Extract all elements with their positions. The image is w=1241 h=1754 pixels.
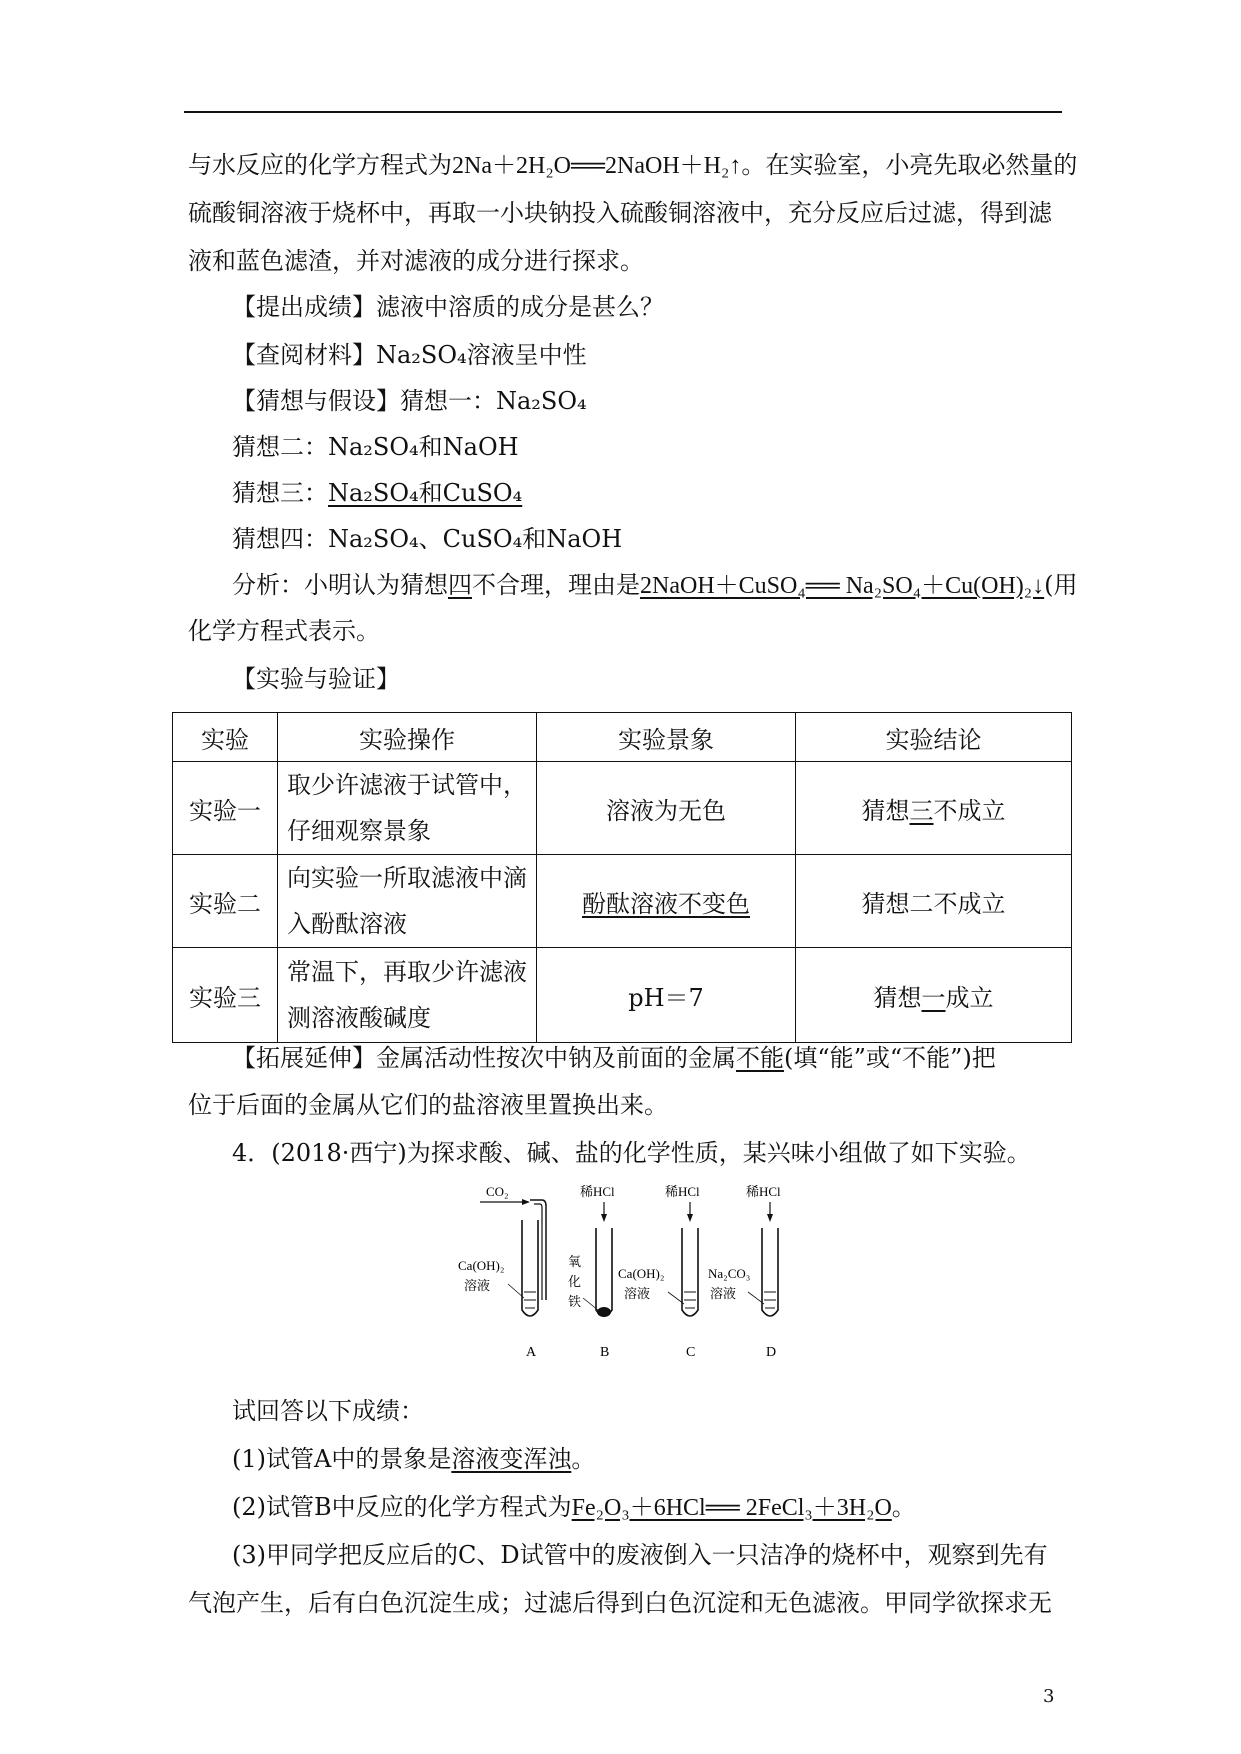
intro-line-3: 液和蓝色滤渣，并对滤液的成分进行探求。 <box>188 247 644 275</box>
header-experiment: 实验 <box>173 713 278 762</box>
row-name: 实验三 <box>173 948 278 1043</box>
reagent-b-line-3: 铁 <box>568 1294 582 1309</box>
test-tube-figure <box>450 1180 850 1360</box>
table-row <box>173 855 1072 948</box>
conclusion-text-2: 不成立 <box>933 796 1006 825</box>
tube-label-a: A <box>526 1345 537 1360</box>
guess-2: 猜想二：Na₂SO₄和NaOH <box>232 433 519 461</box>
extension-text: 【拓展延伸】金属活动性按次中钠及前面的金属 <box>232 1044 736 1072</box>
answer-2-end: 。 <box>891 1493 916 1521</box>
reagent-d-line-2: 溶液 <box>710 1286 737 1301</box>
operation-line-1: 常温下，再取少许滤液 <box>287 958 527 986</box>
answer-3-line-1: (3)甲同学把反应后的C、D试管中的废液倒入一只洁净的烧杯中，观察到先有 <box>232 1541 1048 1569</box>
intro-line-2: 硫酸铜溶液于烧杯中，再取一小块钠投入硫酸铜溶液中，充分反应后过滤，得到滤 <box>188 199 1052 227</box>
page-number: 3 <box>1043 1686 1055 1707</box>
answers-intro: 试回答以下成绩： <box>232 1397 424 1425</box>
reagent-d-line-1: Na₂CO₃ <box>708 1266 751 1281</box>
reagent-a-line-1: Ca(OH)₂ <box>458 1258 505 1273</box>
reagent-b-line-1: 氧 <box>568 1254 582 1269</box>
row-phenomenon: pH＝7 <box>537 948 796 1043</box>
answer-2 <box>232 1492 916 1523</box>
phenomenon-blank: 酚酞溶液不变色 <box>582 889 750 918</box>
operation-line-2: 仔细观察景象 <box>287 817 431 845</box>
tube-d <box>762 1228 778 1316</box>
row-operation <box>278 948 537 1043</box>
conclusion-blank: 三 <box>909 796 934 825</box>
analysis-text-2: 不合理，理由是 <box>472 571 640 599</box>
acid-label-c: 稀HCl <box>665 1184 700 1199</box>
header-conclusion: 实验结论 <box>796 713 1072 762</box>
tube-a <box>522 1220 538 1316</box>
conclusion-text: 猜想 <box>873 983 922 1012</box>
row-name: 实验二 <box>173 855 278 948</box>
extension-text-2: (填“能”或“不能”)把 <box>784 1044 996 1072</box>
answer-2-equation: Fe₂O₃＋6HCl══ 2FeCl₃＋3H₂O <box>571 1495 892 1521</box>
intro-text: 与水反应的化学方程式为 <box>188 151 452 179</box>
row-name: 实验一 <box>173 762 278 855</box>
analysis-line-1 <box>232 570 1078 601</box>
header-operation: 实验操作 <box>278 713 537 762</box>
question-4: 4．(2018·西宁)为探求酸、碱、盐的化学性质，某兴味小组做了如下实验。 <box>232 1139 1031 1167</box>
reagent-a-line-2: 溶液 <box>464 1278 491 1293</box>
tube-c <box>682 1228 698 1316</box>
row-operation <box>278 855 537 948</box>
operation-line-2: 入酚酞溶液 <box>287 910 407 938</box>
tube-label-d: D <box>766 1345 777 1360</box>
row-conclusion: 猜想二不成立 <box>796 855 1072 948</box>
material-line: 【查阅材料】Na₂SO₄溶液呈中性 <box>232 341 587 369</box>
extension-line-2: 位于后面的金属从它们的盐溶液里置换出来。 <box>188 1091 668 1119</box>
answer-3-line-2: 气泡产生，后有白色沉淀生成；过滤后得到白色沉淀和无色滤液。甲同学欲探求无 <box>188 1589 1052 1617</box>
table-row <box>173 948 1072 1043</box>
row-conclusion <box>796 762 1072 855</box>
guess-4: 猜想四：Na₂SO₄、CuSO₄和NaOH <box>232 525 623 553</box>
guess-3-answer: Na₂SO₄和CuSO₄ <box>328 479 523 507</box>
question-line: 【提出成绩】滤液中溶质的成分是甚么？ <box>232 293 664 321</box>
operation-line-1: 取少许滤液于试管中， <box>287 771 527 799</box>
answer-1-end: 。 <box>571 1445 596 1473</box>
row-phenomenon: 溶液为无色 <box>537 762 796 855</box>
extension-line-1 <box>232 1043 996 1073</box>
analysis-blank: 四 <box>448 571 472 599</box>
acid-label-d: 稀HCl <box>746 1184 781 1199</box>
header-phenomenon: 实验景象 <box>537 713 796 762</box>
table-header-row <box>173 713 1072 762</box>
analysis-text: 分析：小明认为猜想 <box>232 571 448 599</box>
reagent-c-line-2: 溶液 <box>624 1286 651 1301</box>
row-operation <box>278 762 537 855</box>
operation-line-1: 向实验一所取滤液中滴 <box>287 864 527 892</box>
analysis-line-2: 化学方程式表示。 <box>188 617 380 645</box>
tube-label-c: C <box>686 1345 696 1360</box>
answer-1-text: (1)试管A中的景象是 <box>232 1445 452 1473</box>
reagent-b-line-2: 化 <box>568 1274 582 1289</box>
analysis-text-3: (用 <box>1044 571 1078 599</box>
sodium-water-equation: 2Na＋2H₂O══2NaOH＋H₂↑ <box>452 153 742 179</box>
analysis-equation: 2NaOH＋CuSO₄══ Na₂SO₄＋Cu(OH)₂↓ <box>640 573 1045 599</box>
co2-label: CO₂ <box>486 1184 509 1199</box>
conclusion-text: 猜想 <box>861 796 910 825</box>
intro-text-2: 。在实验室，小亮先取必然量的 <box>741 151 1078 179</box>
answer-1-blank: 溶液变浑浊 <box>451 1445 572 1473</box>
tube-b <box>596 1228 612 1316</box>
header-rule <box>184 111 1062 113</box>
operation-line-2: 测溶液酸碱度 <box>287 1004 431 1032</box>
extension-blank: 不能 <box>736 1044 784 1072</box>
conclusion-text-2: 成立 <box>945 983 994 1012</box>
acid-label-b: 稀HCl <box>580 1184 615 1199</box>
intro-line-1 <box>188 150 1077 181</box>
guess-3 <box>232 478 522 508</box>
verify-heading: 【实验与验证】 <box>232 665 400 693</box>
guess-3-label: 猜想三： <box>232 479 328 507</box>
guess-1: 【猜想与假设】猜想一：Na₂SO₄ <box>232 387 587 415</box>
reagent-c-line-1: Ca(OH)₂ <box>618 1266 665 1281</box>
answer-1 <box>232 1444 595 1474</box>
answer-2-text: (2)试管B中反应的化学方程式为 <box>232 1493 572 1521</box>
conclusion-blank: 一 <box>921 983 946 1012</box>
experiment-table <box>172 712 1072 1043</box>
table-row <box>173 762 1072 855</box>
tube-label-b: B <box>600 1345 610 1360</box>
row-conclusion <box>796 948 1072 1043</box>
row-phenomenon <box>537 855 796 948</box>
